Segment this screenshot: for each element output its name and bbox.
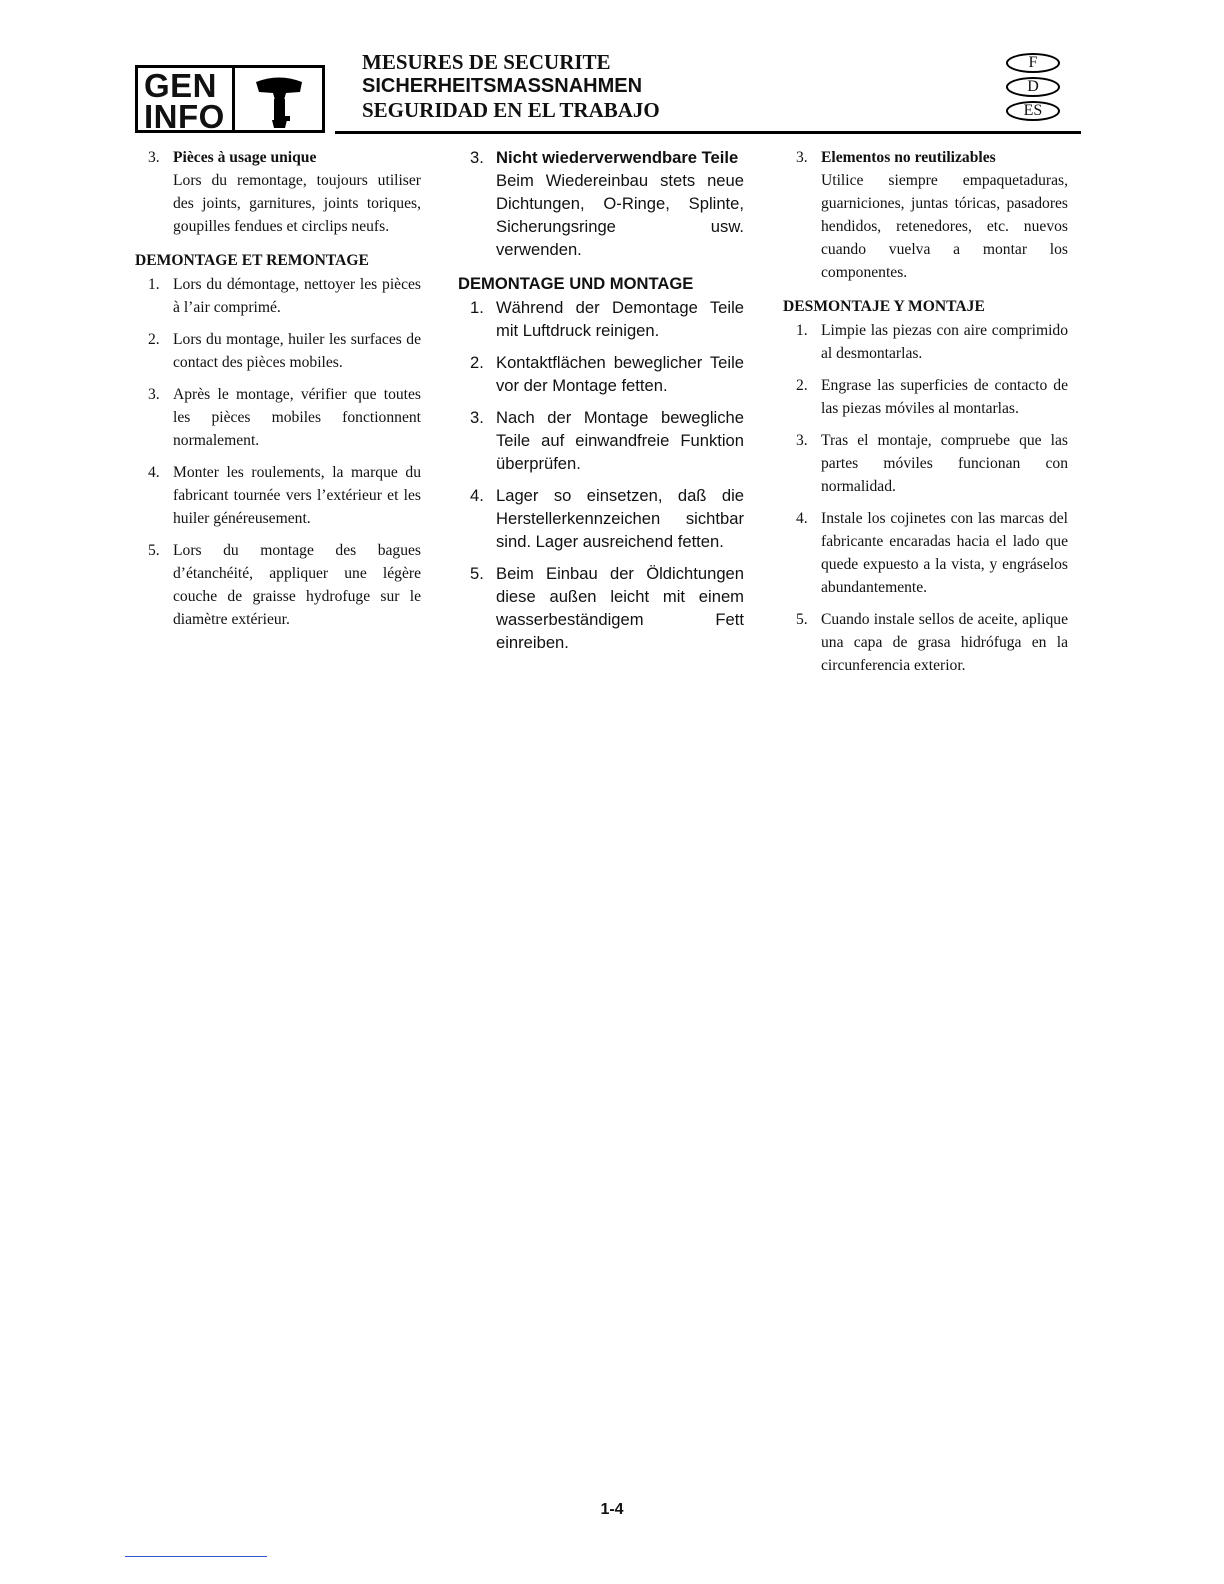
item-number: 4.	[470, 486, 484, 505]
item-text: Utilice siempre empaquetaduras, guarniciones, juntas tóricas, pasadores hendidos, retenedores, etc. nuevos cuando vuelva a montar los componentes.	[821, 172, 1068, 281]
item-number: 5.	[470, 564, 484, 583]
item-text: Cuando instale sellos de aceite, aplique una capa de grasa hidrófuga en la circunferencia exterior.	[821, 611, 1068, 674]
item-number: 2.	[796, 377, 808, 394]
item-text: Nach der Montage bewegliche Teile auf einwandfreie Funktion überprüfen.	[496, 408, 744, 473]
section-heading: DESMONTAJE Y MONTAJE	[783, 298, 985, 315]
list-item	[458, 296, 744, 342]
item-text: Beim Einbau der Öldichtungen diese außen leicht mit einem wasserbeständigem Fett einreiben.	[496, 564, 744, 652]
item-number: 1.	[796, 322, 808, 339]
item-text: Instale los cojinetes con las marcas del fabricante encaradas hacia el lado que quede expuesto a la vista, y engráselos abundantemente.	[821, 510, 1068, 596]
item-number: 3.	[796, 432, 808, 449]
item-number: 3.	[470, 148, 484, 167]
column-french	[135, 146, 421, 631]
outboard-motor-icon	[242, 72, 317, 130]
header-divider	[335, 131, 1081, 134]
title-spanish: SEGURIDAD EN EL TRABAJO	[362, 98, 660, 122]
item-number: 5.	[148, 542, 160, 559]
list-item	[783, 429, 1068, 498]
language-tags	[1006, 53, 1068, 125]
item-number: 2.	[148, 331, 160, 348]
list-item	[458, 146, 744, 261]
list-item	[458, 351, 744, 397]
list-item	[135, 146, 421, 238]
logo-line-gen: GEN	[144, 67, 218, 104]
logo-line-info: INFO	[144, 98, 225, 135]
item-text: Während der Demontage Teile mit Luftdruck reinigen.	[496, 298, 744, 340]
item-heading: Pièces à usage unique	[173, 149, 317, 166]
list-item	[458, 406, 744, 475]
item-number: 4.	[796, 510, 808, 527]
lang-tag-d: D	[1006, 77, 1060, 97]
list-item	[783, 319, 1068, 365]
item-text: Lors du remontage, toujours utiliser des joints, garnitures, joints toriques, goupilles fendues et circlips neufs.	[173, 172, 421, 235]
title-german: SICHERHEITSMASSNAHMEN	[362, 75, 643, 97]
column-german	[458, 146, 744, 654]
footer-rule	[125, 1556, 267, 1557]
lang-tag-es: ES	[1006, 101, 1060, 121]
list-item	[135, 383, 421, 452]
column-spanish	[783, 146, 1068, 677]
item-text: Engrase las superficies de contacto de las piezas móviles al montarlas.	[821, 377, 1068, 417]
item-text: Lager so einsetzen, daß die Herstellerkennzeichen sichtbar sind. Lager ausreichend fetten.	[496, 486, 744, 551]
list-item	[783, 608, 1068, 677]
item-number: 3.	[470, 408, 484, 427]
item-text: Kontaktflächen beweglicher Teile vor der Montage fetten.	[496, 353, 744, 395]
item-text: Lors du démontage, nettoyer les pièces à l’air comprimé.	[173, 276, 421, 316]
item-heading: Elementos no reutilizables	[821, 149, 996, 166]
list-item	[458, 484, 744, 553]
list-item	[783, 146, 1068, 284]
item-heading: Nicht wiederverwendbare Teile	[496, 148, 739, 167]
page-number: 1-4	[600, 1501, 624, 1518]
section-heading: DEMONTAGE ET REMONTAGE	[135, 252, 369, 269]
item-number: 2.	[470, 353, 484, 372]
item-text: Tras el montaje, compruebe que las partes móviles funcionan con normalidad.	[821, 432, 1068, 495]
list-item	[135, 328, 421, 374]
item-number: 5.	[796, 611, 808, 628]
item-number: 3.	[796, 149, 808, 166]
list-item	[783, 374, 1068, 420]
gen-info-logo	[135, 65, 325, 133]
item-number: 1.	[470, 298, 484, 317]
item-text: Monter les roulements, la marque du fabricant tournée vers l’extérieur et les huiler généreusement.	[173, 464, 421, 527]
item-text: Lors du montage des bagues d’étanchéité, appliquer une légère couche de graisse hydrofuge sur le diamètre extérieur.	[173, 542, 421, 628]
list-item	[458, 562, 744, 654]
item-text: Limpie las piezas con aire comprimido al desmontarlas.	[821, 322, 1068, 362]
item-number: 3.	[148, 149, 160, 166]
title-french: MESURES DE SECURITE	[362, 50, 611, 74]
section-titles	[362, 50, 660, 123]
list-item	[135, 461, 421, 530]
list-item	[783, 507, 1068, 599]
item-number: 4.	[148, 464, 160, 481]
list-item	[135, 539, 421, 631]
item-number: 3.	[148, 386, 160, 403]
lang-tag-f: F	[1006, 53, 1060, 73]
section-heading: DEMONTAGE UND MONTAGE	[458, 274, 694, 293]
list-item	[135, 273, 421, 319]
item-number: 1.	[148, 276, 160, 293]
gen-info-label	[138, 67, 235, 135]
item-text: Après le montage, vérifier que toutes les pièces mobiles fonctionnent normalement.	[173, 386, 421, 449]
item-text: Lors du montage, huiler les surfaces de contact des pièces mobiles.	[173, 331, 421, 371]
item-text: Beim Wiedereinbau stets neue Dichtungen, O-Ringe, Splinte, Sicherungsringe usw. verwenden.	[496, 171, 744, 259]
